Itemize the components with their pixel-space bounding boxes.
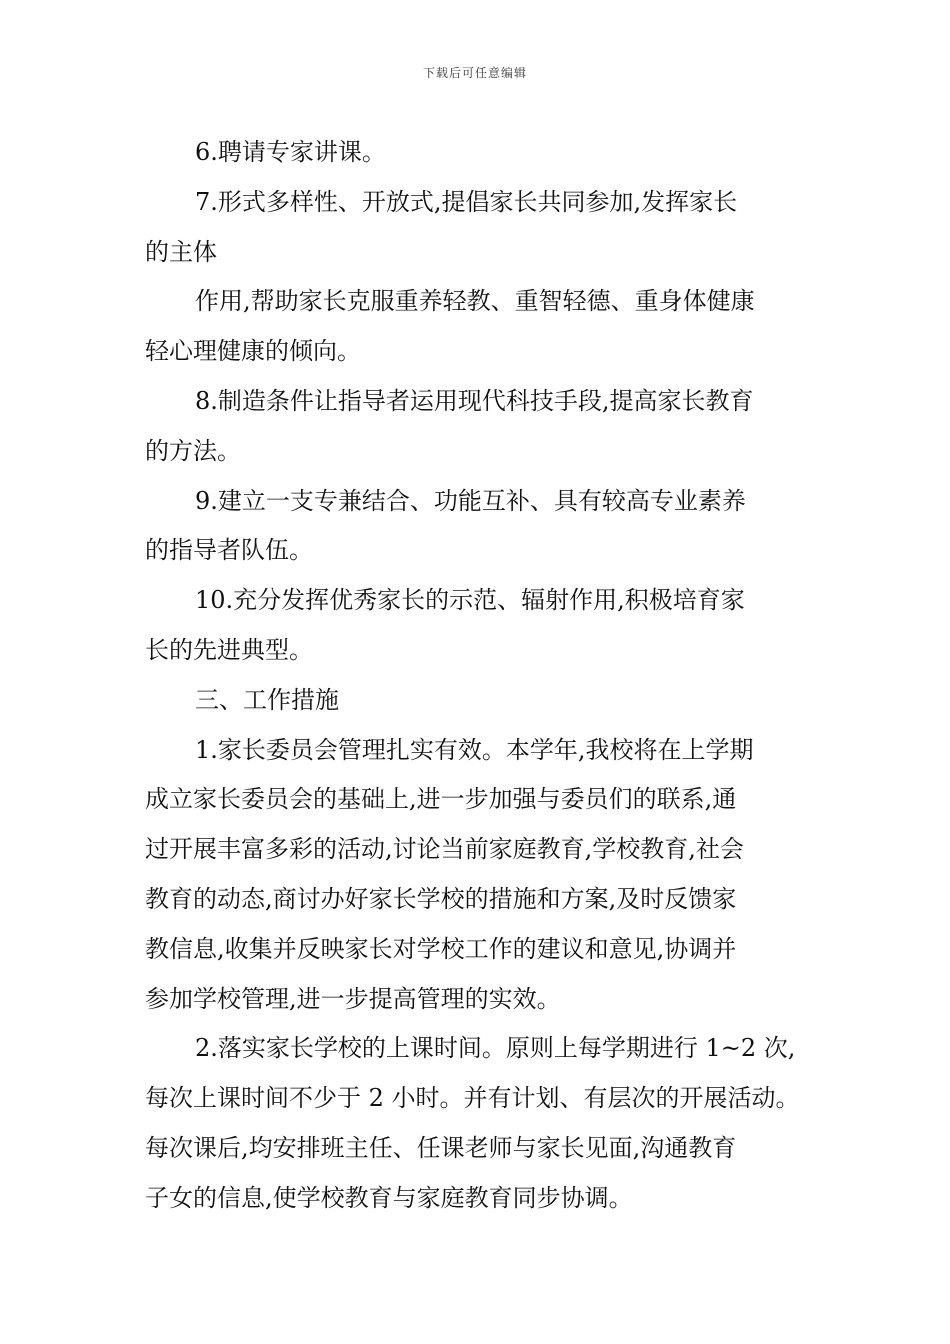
text-line: 1.家长委员会管理扎实有效。本学年,我校将在上学期: [195, 735, 754, 764]
text-line: 每次上课时间不少于 2 小时。并有计划、有层次的开展活动。: [145, 1084, 800, 1113]
text-line: 三、工作措施: [195, 685, 339, 714]
text-line: 6.聘请专家讲课。: [195, 138, 386, 166]
text-line: 参加学校管理,进一步提高管理的实效。: [145, 984, 561, 1013]
text-line: 2.落实家长学校的上课时间。原则上每学期进行 1~2 次,: [195, 1034, 796, 1063]
text-line: 成立家长委员会的基础上,进一步加强与委员们的联系,通: [145, 785, 737, 814]
text-line: 子女的信息,使学校教育与家庭教育同步协调。: [145, 1183, 633, 1212]
text-line: 的主体: [145, 237, 217, 266]
text-line: 长的先进典型。: [145, 635, 313, 664]
text-line: 轻心理健康的倾向。: [145, 337, 361, 366]
text-line: 10.充分发挥优秀家长的示范、辐射作用,积极培育家: [195, 586, 745, 615]
page-header: 下载后可任意编辑: [422, 66, 527, 80]
text-line: 的方法。: [145, 436, 241, 465]
text-line: 的指导者队伍。: [145, 536, 313, 565]
text-line: 9.建立一支专兼结合、功能互补、具有较高专业素养: [195, 486, 746, 515]
text-line: 7.形式多样性、开放式,提倡家长共同参加,发挥家长: [195, 187, 738, 216]
text-line: 教育的动态,商讨办好家长学校的措施和方案,及时反馈家: [145, 884, 737, 913]
text-line: 每次课后,均安排班主任、任课老师与家长见面,沟通教育: [145, 1133, 737, 1162]
text-line: 作用,帮助家长克服重养轻教、重智轻德、重身体健康: [195, 287, 755, 316]
text-line: 8.制造条件让指导者运用现代科技手段,提高家长教育: [195, 386, 754, 415]
text-line: 过开展丰富多彩的活动,讨论当前家庭教育,学校教育,社会: [145, 835, 744, 864]
document-body: [145, 128, 810, 1224]
text-line: 教信息,收集并反映家长对学校工作的建议和意见,协调并: [145, 934, 737, 963]
